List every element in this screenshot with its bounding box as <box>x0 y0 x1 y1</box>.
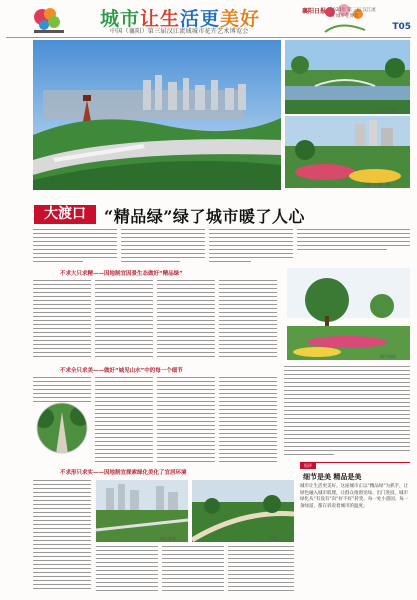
edition-info: 2021年 第三届 汉江流域 城市花博会 <box>330 8 376 19</box>
commentary-text: 城市让生活更美好。这座城市正以“精品绿”为抓手，让绿色融入城市肌理，让群众推窗见绿、出门进园，城市绿化从“有没有”向“好不好”转变。每一处小游园、每一条绿道，都在诉说着城市的温度。 <box>300 484 409 509</box>
section1-col3 <box>157 280 215 360</box>
river-park-caption: 汉江边风光 <box>375 108 395 113</box>
page-slogan: 城市让生活更美好 <box>100 8 261 30</box>
city-district-caption: 城区新貌 <box>160 536 176 541</box>
city-district-photo <box>96 480 188 542</box>
headline-location-tag: 大渡口 <box>34 205 96 224</box>
intro-paragraph-col1 <box>33 229 117 265</box>
section1-col2 <box>95 280 153 360</box>
commentary-badge: 短评 <box>300 462 316 469</box>
commentary-title: 细节是美 精品是美 <box>303 473 362 481</box>
article-headline: “精品绿”绿了城市暖了人心 <box>104 207 305 226</box>
section3-col3 <box>162 546 224 594</box>
main-photo-caption: 杨晨 摄 <box>240 184 254 189</box>
section-title-1: 不求大只求精——因地制宜因景生态做好“精品绿” <box>60 271 183 277</box>
section3-col2 <box>96 546 158 594</box>
city-greenery-caption: 城市绿地 <box>380 354 396 359</box>
flower-expo-logo <box>30 5 68 35</box>
intro-paragraph-col4 <box>297 229 410 265</box>
page-subtitle: 中国（襄阳）第三届汉江流域城市花卉艺术博览会 <box>110 28 249 35</box>
section3-col1 <box>33 480 91 594</box>
section1-col4 <box>219 280 277 360</box>
section-title-2: 不求全只求美——做好“城见山水”中的每一个细节 <box>60 368 183 374</box>
main-photo-city-skyline <box>33 40 281 190</box>
intro-paragraph-col2 <box>121 229 205 265</box>
flower-garden-caption: 大渡口公园一景 <box>362 182 390 187</box>
intro-paragraph-col3 <box>209 229 293 265</box>
section1-col1 <box>33 280 91 360</box>
greenway-caption: 绿道 <box>270 536 278 541</box>
section-title-3: 不求形只求实——因地制宜探索绿化美化了宜居环境 <box>60 470 187 476</box>
section2-col3 <box>157 377 215 467</box>
newspaper-name: 襄阳日报 <box>302 8 327 15</box>
park-path-photo <box>36 402 88 454</box>
greenway-photo <box>192 480 294 542</box>
section2-col4 <box>219 377 277 467</box>
river-park-photo <box>285 40 410 114</box>
page-number: T05 <box>392 22 411 32</box>
header-divider <box>6 37 411 38</box>
city-greenery-photo <box>287 268 410 360</box>
flower-garden-photo <box>285 116 410 188</box>
section2-col5 <box>284 366 410 460</box>
section2-col2 <box>95 377 153 467</box>
section3-col4 <box>228 546 294 594</box>
